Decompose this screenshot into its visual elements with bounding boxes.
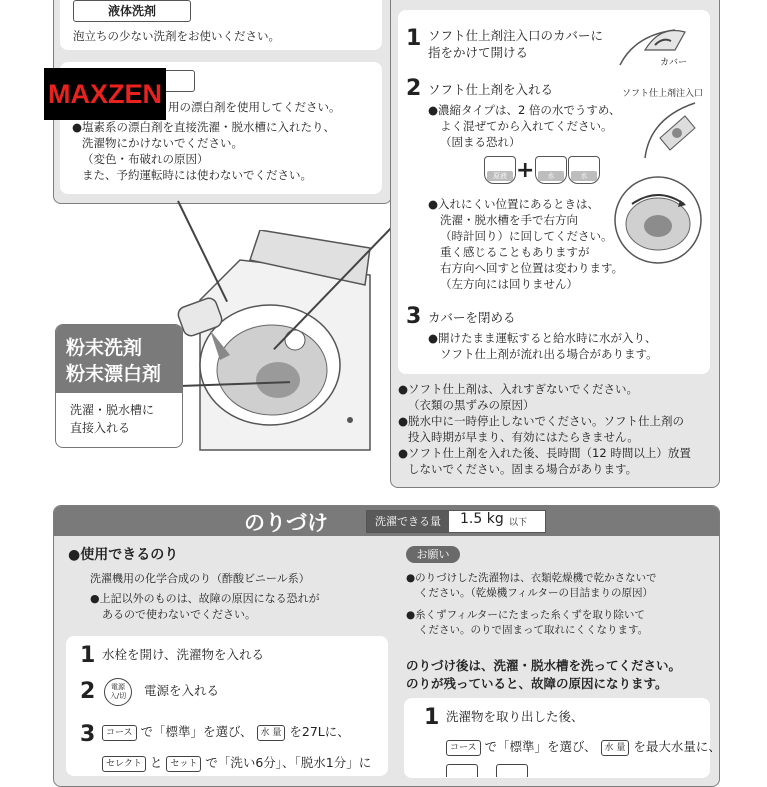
usable-starch-line-2: ●上記以外のものは、故障の原因になる恐れが [90,592,320,605]
capacity-suffix: 以下 [509,518,528,528]
washing-machine-illustration [170,230,400,460]
cup-water-1 [535,156,567,184]
softener-step-2-line-6: （時計回り）に回してください。 [440,229,613,243]
power-button-label-bottom: 入/切 [109,692,127,700]
cleaning-step-1-text-2: で「標準」を選び、 [484,739,597,754]
after-starch-line-1: のりづけ後は、洗濯・脱水槽を洗ってください。 [406,658,682,673]
cleaning-step-1-number: 1 [424,705,440,730]
cleaning-next-key-2 [496,764,528,777]
cup-label-water-1: 水 [538,171,564,181]
cleaning-step-1-text-3: を最大水量に、 [633,739,721,754]
softener-note-5: ●ソフト仕上剤を入れた後、長時間（12 時間以上）放置 [398,446,691,460]
softener-step-3-line-2: ソフト仕上剤が流れ出る場合があります。 [440,347,658,361]
softener-step-2-line-3: （固まる恐れ） [440,135,521,149]
water-level-key-icon-2: 水 量 [601,740,630,756]
powder-title-1: 粉末洗剤 [66,337,143,359]
softener-note-1: ●ソフト仕上剤は、入れすぎないでください。 [398,382,639,396]
request-tag: お願い [406,546,460,563]
cleaning-next-key-1 [446,764,478,777]
power-button-label-top: 電源 [111,683,125,691]
watermark: MAXZEN [44,68,166,120]
softener-step-2-line-9: （左方向には回りません） [440,277,578,291]
request-line-4: ください。のりで固まって取れにくくなります。 [418,624,649,636]
usable-starch-line-1: 洗濯機用の化学合成のり（酢酸ビニール系） [90,572,310,585]
select-key-icon: セレクト [102,756,146,772]
bleach-line-3: 洗濯物にかけないでください。 [82,136,243,150]
inlet-illustration [640,98,705,163]
capacity-label: 洗濯できる量 [367,511,449,532]
softener-note-2: （衣類の黒ずみの原因） [408,398,535,412]
softener-step-2-number: 2 [406,76,422,101]
drum-rotation-illustration [612,174,704,266]
softener-step-3-number: 3 [406,304,422,329]
softener-step-3-line-1: ●開けたまま運転すると給水時に水が入り、 [428,331,657,345]
liquid-detergent-tag: 液体洗剤 [73,0,191,22]
starch-step-1-text: 水栓を開け、洗濯物を入れる [102,647,265,662]
capacity-value: 1.5 kg [460,511,504,527]
softener-step-1-line-1: ソフト仕上剤注入口のカバーに [428,28,604,43]
powder-title-2: 粉末漂白剤 [66,363,162,385]
cover-label: カバー [660,58,688,68]
starch-step-3-text-2: を27Lに、 [289,724,350,739]
starch-step-3-number: 3 [80,722,96,747]
starch-step-3-text-3: と [149,755,163,770]
liquid-detergent-text: 泡立ちの少ない洗剤をお使いください。 [73,29,280,43]
cup-water-2 [568,156,600,184]
softener-note-4: 投入時期が早まり、有効にはたらきません。 [408,430,639,444]
softener-step-2-line-4: ●入れにくい位置にあるときは、 [428,197,600,211]
starch-step-3-text-4: で「洗い6分」、「脱水1分」に [205,755,372,770]
softener-note-3: ●脱水中に一時停止しないでください。ソフト仕上剤の [398,414,685,428]
request-line-2: ください。（乾燥機フィルターの目詰まりの原因） [418,587,653,599]
starch-step-3-text-1: で「標準」を選び、 [140,724,253,739]
inlet-label: ソフト仕上剤注入口 [622,89,704,99]
softener-step-2-line-2: よく混ぜてから入れてください。 [440,119,613,133]
softener-step-2-line-5: 洗濯・脱水槽を手で右方向 [440,213,578,227]
set-key-icon: セット [166,756,201,772]
softener-step-2-line-1: ●濃縮タイプは、2 倍の水でうすめ、 [428,103,621,117]
softener-step-2-line-7: 重く感じることもありますが [440,245,590,259]
softener-note-6: しないでください。固まる場合があります。 [408,462,638,476]
cup-label-concentrate: 原液 [487,171,513,181]
powder-text-2: 直接入れる [70,421,131,435]
cleaning-step-1-line-2 [446,737,721,757]
cup-label-water-2: 水 [571,171,597,181]
usable-starch-line-3: あるので使わないでください。 [102,608,256,621]
bleach-line-4: （変色・布破れの原因） [82,152,209,166]
bleach-line-1: 用の漂白剤を使用してください。 [168,100,341,114]
after-starch-line-2: のりが残っていると、故障の原因になります。 [406,676,668,691]
softener-step-2-line-8: 右方向へ回すと位置は変わります。 [440,261,624,275]
usable-starch-title: ●使用できるのり [68,547,179,563]
starch-step-2-number: 2 [80,679,96,704]
request-line-3: ●糸くずフィルターにたまった糸くずを取り除いて [406,609,645,621]
starch-step-2-text: 電源を入れる [144,683,220,698]
softener-step-1-number: 1 [406,26,422,51]
request-line-1: ●のりづけした洗濯物は、衣類乾燥機で乾かさないで [406,572,657,584]
softener-step-3-title: カバーを閉める [428,310,516,325]
bleach-line-5: また、予約運転時には使わないでください。 [82,168,312,182]
softener-step-1-line-2: 指をかけて開ける [428,45,529,60]
cup-concentrate [484,156,516,184]
plus-sign: + [516,158,535,183]
power-button-icon [104,678,132,706]
starch-step-3-line-2 [102,753,371,773]
softener-step-2-title: ソフト仕上剤を入れる [428,82,554,97]
water-level-key-icon: 水 量 [257,725,286,741]
bleach-line-2: ●塩素系の漂白剤を直接洗濯・脱水槽に入れたり、 [72,120,336,134]
cleaning-step-1-text: 洗濯物を取り出した後、 [446,709,584,724]
course-key-icon-2: コース [446,740,481,756]
starch-step-1-number: 1 [80,643,96,668]
course-key-icon: コース [102,725,137,741]
powder-text-1: 洗濯・脱水槽に [70,403,155,417]
starch-title: のりづけ [244,511,328,535]
starch-step-3-line-1 [102,722,350,742]
